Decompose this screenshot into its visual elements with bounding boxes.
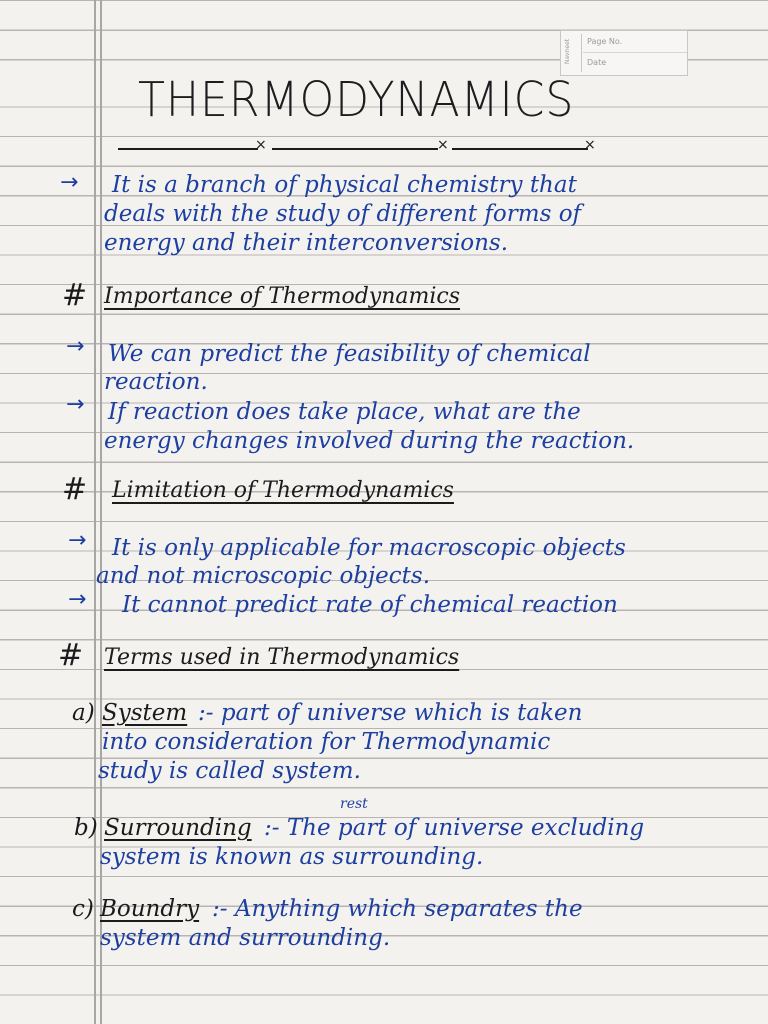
page-no-label: Page No. — [587, 37, 623, 46]
term-marker: b) — [74, 815, 98, 841]
hash-icon: # — [62, 278, 88, 313]
hash-icon: # — [62, 472, 88, 507]
importance-point: If reaction does take place, what are the — [108, 399, 581, 425]
importance-point: energy changes involved during the reaction. — [104, 428, 635, 454]
importance-point: reaction. — [104, 369, 208, 395]
underline-cross: × — [255, 137, 267, 153]
intro-line: energy and their interconversions. — [104, 230, 509, 256]
bullet-arrow-icon: → — [68, 587, 87, 612]
bullet-arrow-icon: → — [66, 334, 85, 359]
intro-line: It is a branch of physical chemistry that — [112, 172, 577, 198]
underline-cross: × — [437, 137, 449, 153]
page-header-box — [560, 30, 688, 76]
section-heading-limitation: Limitation of Thermodynamics — [112, 478, 454, 503]
header-divider — [583, 52, 687, 53]
term-system: System — [102, 700, 188, 726]
term-definition: :- part of universe which is taken — [198, 700, 583, 726]
term-surrounding: Surrounding — [104, 815, 252, 841]
term-marker: c) — [72, 896, 94, 922]
importance-point: We can predict the feasibility of chemical — [108, 341, 591, 367]
inserted-word: rest — [340, 796, 368, 812]
margin-line — [100, 0, 102, 1024]
section-heading-terms: Terms used in Thermodynamics — [104, 645, 460, 670]
underline-cross: × — [584, 137, 596, 153]
section-heading-importance: Importance of Thermodynamics — [104, 284, 461, 309]
term-definition: study is called system. — [98, 758, 361, 784]
term-definition: :- Anything which separates the — [212, 896, 583, 922]
term-definition: into consideration for Thermodynamic — [102, 729, 551, 755]
brand-strip — [564, 34, 582, 72]
term-definition: system and surrounding. — [100, 925, 391, 951]
term-definition: system is known as surrounding. — [100, 844, 484, 870]
term-marker: a) — [72, 700, 95, 726]
page-title: THERMODYNAMICS — [138, 72, 575, 128]
brand-label: Navneet — [564, 38, 572, 65]
bullet-arrow-icon: → — [68, 528, 87, 553]
bullet-arrow-icon: → — [66, 392, 85, 417]
bullet-arrow-icon: → — [60, 170, 79, 195]
limitation-point: and not microscopic objects. — [96, 563, 431, 589]
hash-icon: # — [58, 638, 84, 673]
margin-line — [94, 0, 96, 1024]
term-boundary: Boundry — [100, 896, 200, 922]
title-underline — [272, 148, 438, 150]
title-underline — [452, 148, 588, 150]
term-definition: :- The part of universe excluding — [264, 815, 645, 841]
title-underline — [118, 148, 258, 150]
intro-line: deals with the study of different forms of — [104, 201, 582, 227]
date-label: Date — [587, 58, 607, 67]
limitation-point: It cannot predict rate of chemical reaction — [122, 592, 618, 618]
limitation-point: It is only applicable for macroscopic objects — [112, 535, 626, 561]
